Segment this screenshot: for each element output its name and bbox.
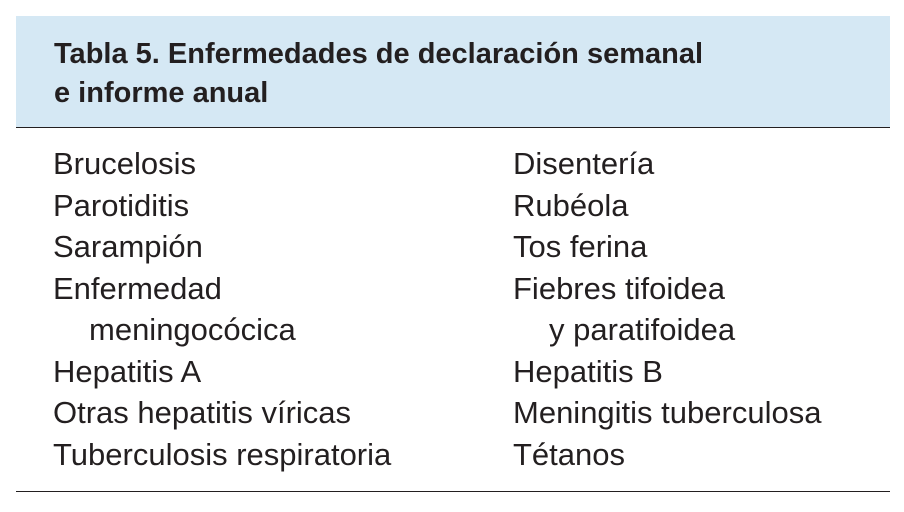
- disease-item: Tos ferina: [513, 229, 648, 264]
- disease-table: [16, 16, 890, 492]
- disease-item: Tuberculosis respiratoria: [53, 436, 392, 472]
- disease-item: Otras hepatitis víricas: [53, 395, 352, 430]
- disease-item: Brucelosis: [53, 146, 196, 181]
- right-disease-column: [513, 143, 883, 475]
- disease-item: Sarampión: [53, 229, 203, 264]
- disease-item-continuation: y paratifoidea: [549, 312, 736, 347]
- table-header: [16, 16, 890, 128]
- disease-item-continuation: meningocócica: [89, 312, 296, 347]
- disease-item: Rubéola: [513, 187, 629, 223]
- table-title-line-1: Tabla 5. Enfermedades de declaración semanal: [54, 38, 704, 70]
- left-disease-column: [53, 143, 503, 475]
- disease-item: Disentería: [513, 146, 655, 181]
- disease-item: Hepatitis A: [53, 353, 202, 389]
- disease-item: Fiebres tifoidea y paratifoidea: [513, 268, 883, 351]
- bottom-rule: [16, 491, 890, 492]
- table-title-line-2: e informe anual: [54, 77, 269, 109]
- disease-item: Meningitis tuberculosa: [513, 395, 822, 430]
- table-title: [54, 35, 874, 113]
- disease-item: Tétanos: [513, 436, 626, 472]
- disease-item: Parotiditis: [53, 187, 190, 223]
- disease-item: Hepatitis B: [513, 353, 663, 389]
- disease-item: Enfermedad meningocócica: [53, 268, 503, 351]
